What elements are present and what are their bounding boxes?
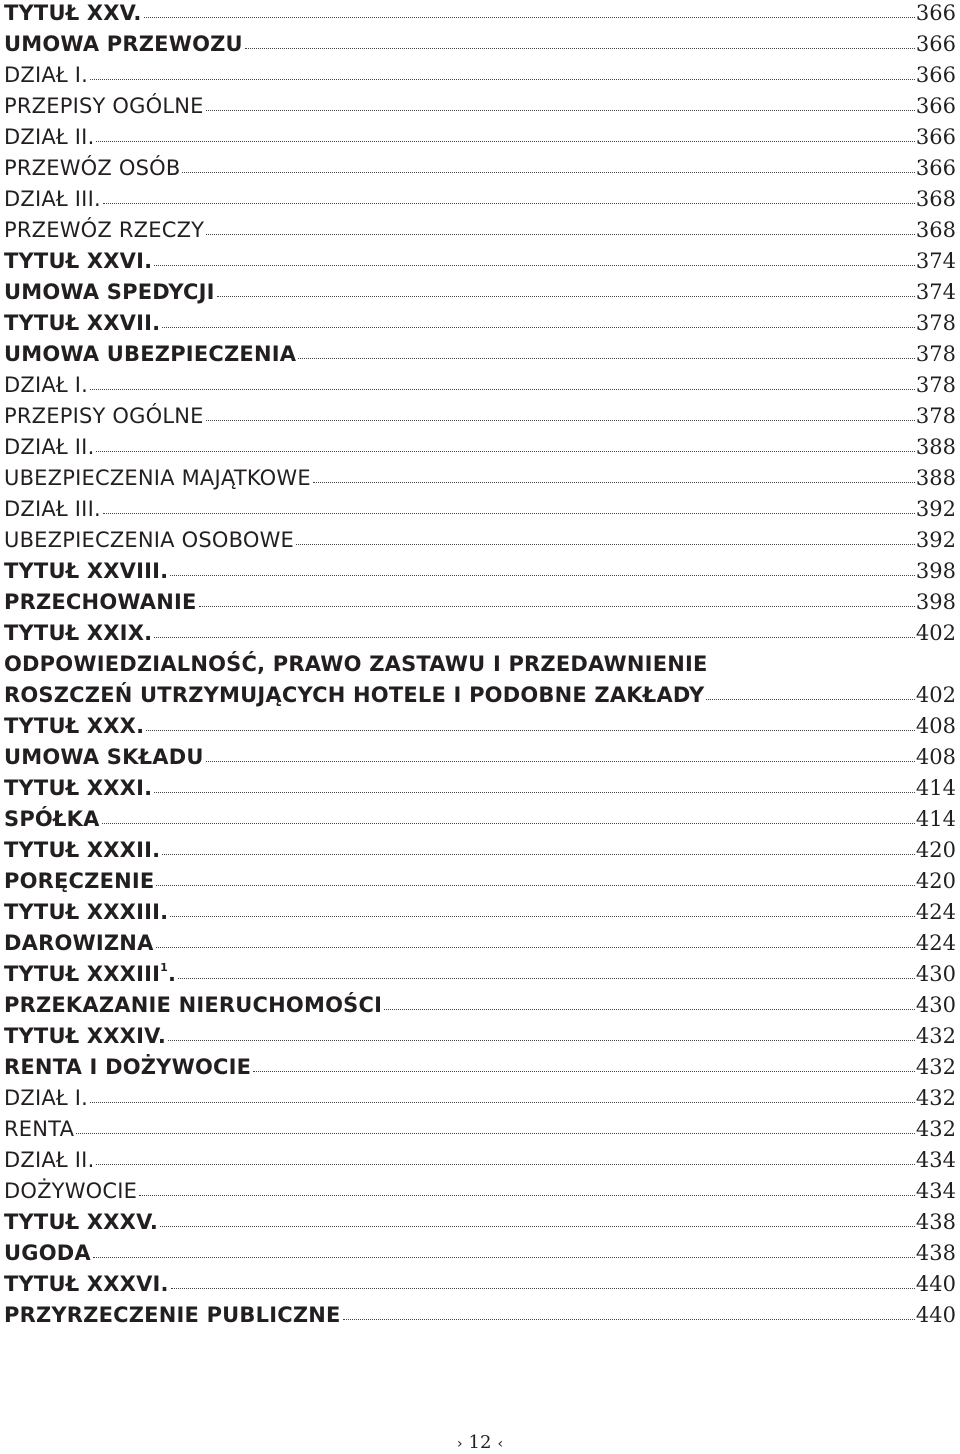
toc-entry-title: [4, 525, 294, 556]
toc-entry-title: [4, 1083, 88, 1114]
toc-entry-page: 434: [915, 1148, 956, 1172]
toc-entry[interactable]: [4, 680, 956, 711]
toc-entry-title-superscript: 1: [160, 961, 168, 974]
toc-entry-title-text: PRZEWÓZ OSÓB: [4, 156, 181, 180]
toc-entry-title-text: TYTUŁ XXXVI.: [4, 1272, 169, 1296]
toc-entry[interactable]: [4, 897, 956, 928]
toc-entry[interactable]: [4, 308, 956, 339]
toc-entry[interactable]: [4, 246, 956, 277]
toc-entry[interactable]: [4, 1083, 956, 1114]
dot-leader: [160, 1226, 915, 1227]
toc-entry-title-text: PRZYRZECZENIE PUBLICZNE: [4, 1303, 341, 1327]
toc-entry[interactable]: [4, 91, 956, 122]
toc-entry[interactable]: [4, 1052, 956, 1083]
toc-entry-page: 378: [915, 404, 956, 428]
page-footer: [0, 1432, 960, 1453]
dot-leader: [178, 978, 915, 979]
toc-entry[interactable]: [4, 1114, 956, 1145]
toc-entry-title-text: DZIAŁ II.: [4, 1148, 95, 1172]
dot-leader: [384, 1009, 915, 1010]
toc-entry-title-text: PRZECHOWANIE: [4, 590, 197, 614]
toc-entry-title: [4, 29, 243, 60]
toc-entry[interactable]: [4, 773, 956, 804]
toc-entry-title-text: PRZEKAZANIE NIERUCHOMOŚCI: [4, 993, 383, 1017]
toc-entry-page: 432: [915, 1086, 956, 1110]
footer-right-mark: ‹: [497, 1436, 504, 1452]
toc-entry-title-text: UBEZPIECZENIA OSOBOWE: [4, 528, 295, 552]
toc-entry-page: 366: [915, 1, 956, 25]
toc-entry-title-text: RENTA: [4, 1117, 75, 1141]
toc-entry-page: 438: [915, 1241, 956, 1265]
dot-leader: [90, 389, 915, 390]
toc-entry-page: 424: [915, 900, 956, 924]
toc-entry[interactable]: [4, 587, 956, 618]
toc-entry-title-text: PRZEPISY OGÓLNE: [4, 94, 204, 118]
dot-leader: [206, 110, 915, 111]
dot-leader: [90, 1102, 915, 1103]
toc-entry-title: [4, 401, 204, 432]
dot-leader: [146, 730, 915, 731]
toc-entry-title: [4, 742, 204, 773]
toc-entry[interactable]: [4, 215, 956, 246]
toc-entry-title: [4, 1052, 251, 1083]
dot-leader: [206, 234, 915, 235]
toc-entry-title: [4, 432, 94, 463]
toc-entry-title-text: TYTUŁ XXXI.: [4, 776, 153, 800]
toc-entry-title-text: UMOWA SKŁADU: [4, 745, 204, 769]
toc-entry-page: 368: [915, 187, 956, 211]
dot-leader: [156, 885, 914, 886]
toc-entry[interactable]: [4, 494, 956, 525]
toc-entry-title: [4, 215, 204, 246]
toc-entry[interactable]: [4, 1021, 956, 1052]
toc-entry-title-text: SPÓŁKA: [4, 807, 100, 831]
toc-entry-page: 378: [915, 342, 956, 366]
toc-entry-title: [4, 308, 160, 339]
dot-leader: [217, 296, 915, 297]
toc-entry-title: [4, 1145, 94, 1176]
toc-entry-title-line: ODPOWIEDZIALNOŚĆ, PRAWO ZASTAWU I PRZEDAWNIENIE: [4, 652, 708, 676]
toc-entry-page: 378: [915, 373, 956, 397]
toc-entry[interactable]: [4, 1207, 956, 1238]
toc-entry-page: 408: [915, 714, 956, 738]
toc-entry-page: 402: [915, 621, 956, 645]
toc-entry[interactable]: [4, 277, 956, 308]
dot-leader: [206, 420, 915, 421]
toc-entry-page: 414: [915, 807, 956, 831]
dot-leader: [199, 606, 915, 607]
dot-leader: [298, 358, 915, 359]
toc-entry-title: [4, 60, 88, 91]
toc-entry-title-text: DZIAŁ II.: [4, 435, 95, 459]
toc-entry-title: [4, 866, 154, 897]
toc-entry-title-text: DZIAŁ III.: [4, 497, 101, 521]
toc-entry-title-text: TYTUŁ XXV.: [4, 1, 142, 25]
dot-leader: [162, 854, 915, 855]
toc-entry-title-text: PRZEPISY OGÓLNE: [4, 404, 204, 428]
dot-leader: [76, 1133, 915, 1134]
toc-entry-page: 388: [915, 435, 956, 459]
toc-entry-title: [4, 680, 704, 711]
dot-leader: [170, 916, 915, 917]
toc-entry-title-text: ROSZCZEŃ UTRZYMUJĄCYCH HOTELE I PODOBNE ZAKŁADY: [4, 683, 705, 707]
toc-entry-title: [4, 1176, 137, 1207]
toc-entry-page: 424: [915, 931, 956, 955]
dot-leader: [168, 1040, 915, 1041]
toc-entry-title-text: TYTUŁ XXVIII.: [4, 559, 169, 583]
dot-leader: [96, 141, 914, 142]
toc-entry[interactable]: [4, 0, 956, 29]
toc-entry-page: 398: [915, 590, 956, 614]
toc-entry-title: [4, 587, 197, 618]
dot-leader: [154, 792, 915, 793]
toc-entry[interactable]: [4, 804, 956, 835]
toc-entry-title: [4, 246, 152, 277]
dot-leader: [313, 482, 915, 483]
dot-leader: [171, 1288, 915, 1289]
toc-entry-page: 434: [915, 1179, 956, 1203]
dot-leader: [253, 1071, 915, 1072]
toc-entry[interactable]: [4, 339, 956, 370]
toc-entry-title: [4, 556, 168, 587]
toc-entry-title: [4, 1238, 91, 1269]
toc-entry[interactable]: [4, 618, 956, 649]
toc-entry-title: [4, 1021, 166, 1052]
toc-entry-title: [4, 1269, 169, 1300]
toc-entry-page: 420: [915, 838, 956, 862]
dot-leader: [102, 823, 915, 824]
toc-entry[interactable]: [4, 835, 956, 866]
toc-entry-page: 388: [915, 466, 956, 490]
toc-entry-page: 438: [915, 1210, 956, 1234]
toc-entry[interactable]: [4, 401, 956, 432]
toc-entry-title: [4, 835, 160, 866]
dot-leader: [162, 327, 915, 328]
toc-entry-title-text: DZIAŁ III.: [4, 187, 101, 211]
toc-entry-title: [4, 91, 204, 122]
toc-entry-title-text: PRZEWÓZ RZECZY: [4, 218, 205, 242]
toc-entry-title: [4, 928, 154, 959]
toc-entry-page: 430: [915, 962, 956, 986]
toc-entry-title: [4, 990, 382, 1021]
toc-entry-page: 368: [915, 218, 956, 242]
toc-entry-page: 430: [915, 993, 956, 1017]
toc-entry[interactable]: [4, 556, 956, 587]
toc-entry-title: [4, 711, 144, 742]
toc-entry[interactable]: [4, 122, 956, 153]
toc-entry[interactable]: [4, 1269, 956, 1300]
toc-entry-title-text: UBEZPIECZENIA MAJĄTKOWE: [4, 466, 311, 490]
toc-entry-title-text: TYTUŁ XXXIII: [4, 962, 161, 986]
toc-entry[interactable]: [4, 432, 956, 463]
toc-entry-title: [4, 618, 152, 649]
toc-entry-title-text: DZIAŁ I.: [4, 1086, 89, 1110]
toc-entry-page: 392: [915, 497, 956, 521]
toc-entry-title-text: DZIAŁ II.: [4, 125, 95, 149]
table-of-contents: [4, 0, 956, 1331]
toc-entry-title: [4, 184, 101, 215]
toc-entry-title-suffix: .: [167, 962, 177, 986]
toc-entry-title-text: DZIAŁ I.: [4, 63, 89, 87]
toc-entry-title-text: UMOWA PRZEWOZU: [4, 32, 243, 56]
toc-entry-page: 432: [915, 1117, 956, 1141]
toc-entry-page: 392: [915, 528, 956, 552]
toc-entry-title: [4, 804, 100, 835]
toc-entry-title-text: UGODA: [4, 1241, 91, 1265]
toc-entry-title-text: DOŻYWOCIE: [4, 1179, 138, 1203]
toc-entry[interactable]: [4, 1238, 956, 1269]
toc-entry-page: 440: [915, 1272, 956, 1296]
toc-entry-title-text: TYTUŁ XXXV.: [4, 1210, 158, 1234]
toc-entry-title-text: TYTUŁ XXVI.: [4, 249, 153, 273]
toc-entry-title: [4, 370, 88, 401]
toc-entry-page: 402: [915, 683, 956, 707]
dot-leader: [343, 1319, 915, 1320]
toc-entry[interactable]: [4, 184, 956, 215]
toc-entry-page: 366: [915, 94, 956, 118]
toc-entry-page: 366: [915, 32, 956, 56]
toc-entry-title-text: TYTUŁ XXX.: [4, 714, 145, 738]
dot-leader: [206, 761, 915, 762]
toc-entry-title: [4, 339, 296, 370]
toc-entry-page: 366: [915, 125, 956, 149]
toc-entry-title-text: DZIAŁ I.: [4, 373, 89, 397]
dot-leader: [96, 451, 914, 452]
toc-entry-title: [4, 494, 101, 525]
dot-leader: [139, 1195, 915, 1196]
toc-entry-title: [4, 122, 94, 153]
toc-entry[interactable]: [4, 370, 956, 401]
toc-entry-title-text: RENTA I DOŻYWOCIE: [4, 1055, 252, 1079]
dot-leader: [182, 172, 914, 173]
toc-entry-page: 374: [915, 280, 956, 304]
toc-entry[interactable]: [4, 153, 956, 184]
toc-entry-page: 432: [915, 1055, 956, 1079]
toc-entry-title: [4, 959, 176, 990]
toc-entry-page: 366: [915, 156, 956, 180]
dot-leader: [245, 48, 915, 49]
toc-entry[interactable]: [4, 866, 956, 897]
toc-entry-page: 414: [915, 776, 956, 800]
toc-entry-page: 374: [915, 249, 956, 273]
dot-leader: [144, 17, 915, 18]
toc-entry[interactable]: [4, 463, 956, 494]
toc-entry[interactable]: [4, 1176, 956, 1207]
dot-leader: [93, 1257, 915, 1258]
toc-entry-title: [4, 0, 142, 29]
toc-entry-title-text: TYTUŁ XXXII.: [4, 838, 161, 862]
toc-entry[interactable]: [4, 1300, 956, 1331]
toc-entry-page: 378: [915, 311, 956, 335]
toc-entry-page: 366: [915, 63, 956, 87]
dot-leader: [90, 79, 915, 80]
toc-entry-page: 420: [915, 869, 956, 893]
footer-left-mark: ›: [456, 1436, 463, 1452]
toc-entry-title-text: TYTUŁ XXXIV.: [4, 1024, 167, 1048]
dot-leader: [154, 265, 915, 266]
dot-leader: [103, 513, 915, 514]
toc-entry-title-text: UMOWA SPEDYCJI: [4, 280, 215, 304]
dot-leader: [154, 637, 915, 638]
toc-entry[interactable]: [4, 990, 956, 1021]
toc-entry-title: [4, 897, 168, 928]
dot-leader: [296, 544, 915, 545]
toc-entry-title-text: TYTUŁ XXIX.: [4, 621, 153, 645]
toc-entry-title-text: TYTUŁ XXXIII.: [4, 900, 169, 924]
page-number: 12: [468, 1432, 492, 1453]
toc-entry-page: 440: [915, 1303, 956, 1327]
toc-entry-title: [4, 1300, 341, 1331]
toc-entry-title-text: PORĘCZENIE: [4, 869, 155, 893]
toc-entry-page: 398: [915, 559, 956, 583]
dot-leader: [170, 575, 915, 576]
toc-entry[interactable]: [4, 525, 956, 556]
dot-leader: [96, 1164, 914, 1165]
toc-entry-page: 408: [915, 745, 956, 769]
toc-entry[interactable]: [4, 711, 956, 742]
toc-entry-page: 432: [915, 1024, 956, 1048]
toc-entry-title-text: UMOWA UBEZPIECZENIA: [4, 342, 297, 366]
toc-entry-title: [4, 463, 311, 494]
dot-leader: [156, 947, 915, 948]
toc-entry[interactable]: [4, 959, 956, 990]
toc-entry-title: [4, 1207, 158, 1238]
toc-entry[interactable]: [4, 1145, 956, 1176]
toc-entry-title: [4, 277, 215, 308]
toc-entry-title-text: DAROWIZNA: [4, 931, 154, 955]
toc-entry-title-text: TYTUŁ XXVII.: [4, 311, 161, 335]
dot-leader: [706, 699, 914, 700]
toc-entry[interactable]: [4, 742, 956, 773]
toc-entry-title: [4, 153, 180, 184]
toc-entry-title: [4, 773, 152, 804]
toc-entry[interactable]: [4, 29, 956, 60]
toc-entry-title: [4, 1114, 74, 1145]
dot-leader: [103, 203, 915, 204]
toc-entry[interactable]: [4, 928, 956, 959]
toc-entry[interactable]: [4, 60, 956, 91]
